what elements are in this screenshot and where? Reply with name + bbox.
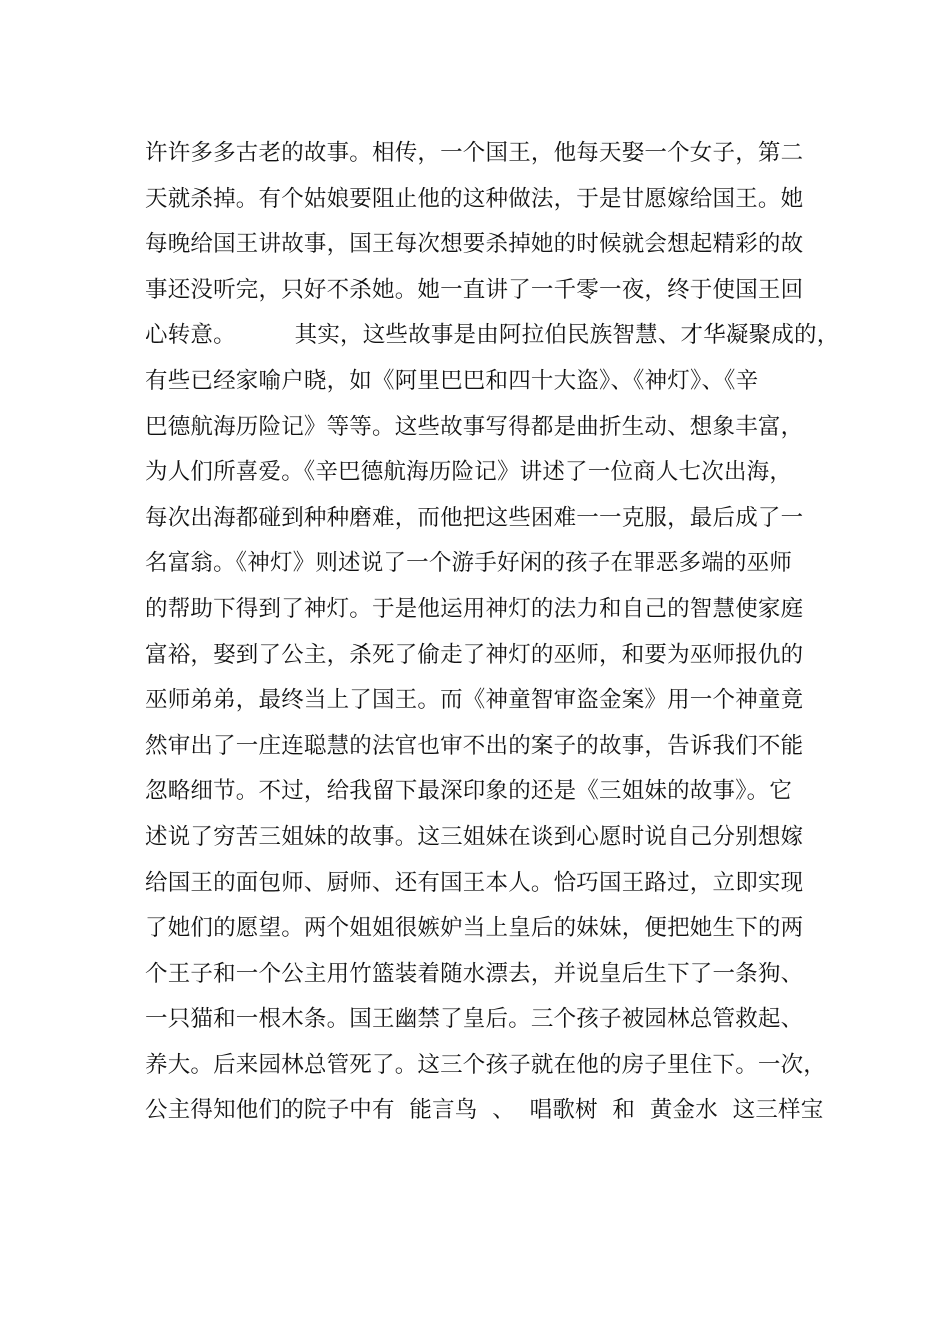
text-line: 每晚给国王讲故事，国王每次想要杀掉她的时候就会想起精彩的故 — [145, 231, 804, 258]
text-line: 给国王的面包师、厨师、还有国王本人。恰巧国王路过，立即实现 — [145, 869, 804, 896]
text-line: 了她们的愿望。两个姐姐很嫉妒当上皇后的妹妹，便把她生下的两 — [145, 915, 804, 942]
text-line: 心转意。 其实，这些故事是由阿拉伯民族智慧、才华凝聚成的， — [145, 322, 840, 349]
text-line: 有些已经家喻户晓，如《阿里巴巴和四十大盗》、《神灯》、《辛 — [145, 367, 759, 394]
text-line: 事还没听完，只好不杀她。她一直讲了一千零一夜，终于使国王回 — [145, 276, 804, 303]
text-line: 然审出了一庄连聪慧的法官也审不出的案子的故事，告诉我们不能 — [145, 732, 804, 759]
text-line: 巴德航海历险记》等等。这些故事写得都是曲折生动、想象丰富， — [145, 413, 804, 440]
text-line: 巫师弟弟，最终当上了国王。而《神童智审盗金案》用一个神童竟 — [145, 687, 804, 714]
text-line: 忽略细节。不过，给我留下最深印象的还是《三姐妹的故事》。它 — [145, 778, 793, 805]
text-line: 述说了穷苦三姐妹的故事。这三姐妹在谈到心愿时说自己分别想嫁 — [145, 823, 804, 850]
text-line: 每次出海都碰到种种磨难，而他把这些困难一一克服，最后成了一 — [145, 504, 804, 531]
text-line: 许许多多古老的故事。相传，一个国王，他每天娶一个女子，第二 — [145, 140, 804, 166]
text-line: 的帮助下得到了神灯。于是他运用神灯的法力和自己的智慧使家庭 — [145, 595, 804, 622]
text-line: 富裕，娶到了公主，杀死了偷走了神灯的巫师，和要为巫师报仇的 — [145, 641, 804, 668]
text-line: 天就杀掉。有个姑娘要阻止他的这种做法，于是甘愿嫁给国王。她 — [145, 185, 804, 212]
text-line: 公主得知他们的院子中有 能言鸟 、 唱歌树 和 黄金水 这三样宝 — [145, 1097, 824, 1124]
text-line: 个王子和一个公主用竹篮装着随水漂去，并说皇后生下了一条狗、 — [145, 960, 804, 987]
body-text — [145, 131, 840, 1134]
text-line: 名富翁。《神灯》则述说了一个游手好闲的孩子在罪恶多端的巫师 — [145, 550, 793, 577]
text-line: 一只猫和一根木条。国王幽禁了皇后。三个孩子被园林总管救起、 — [145, 1006, 804, 1033]
text-line: 养大。后来园林总管死了。这三个孩子就在他的房子里住下。一次， — [145, 1051, 827, 1078]
text-line: 为人们所喜爱。《辛巴德航海历险记》讲述了一位商人七次出海， — [145, 459, 793, 486]
